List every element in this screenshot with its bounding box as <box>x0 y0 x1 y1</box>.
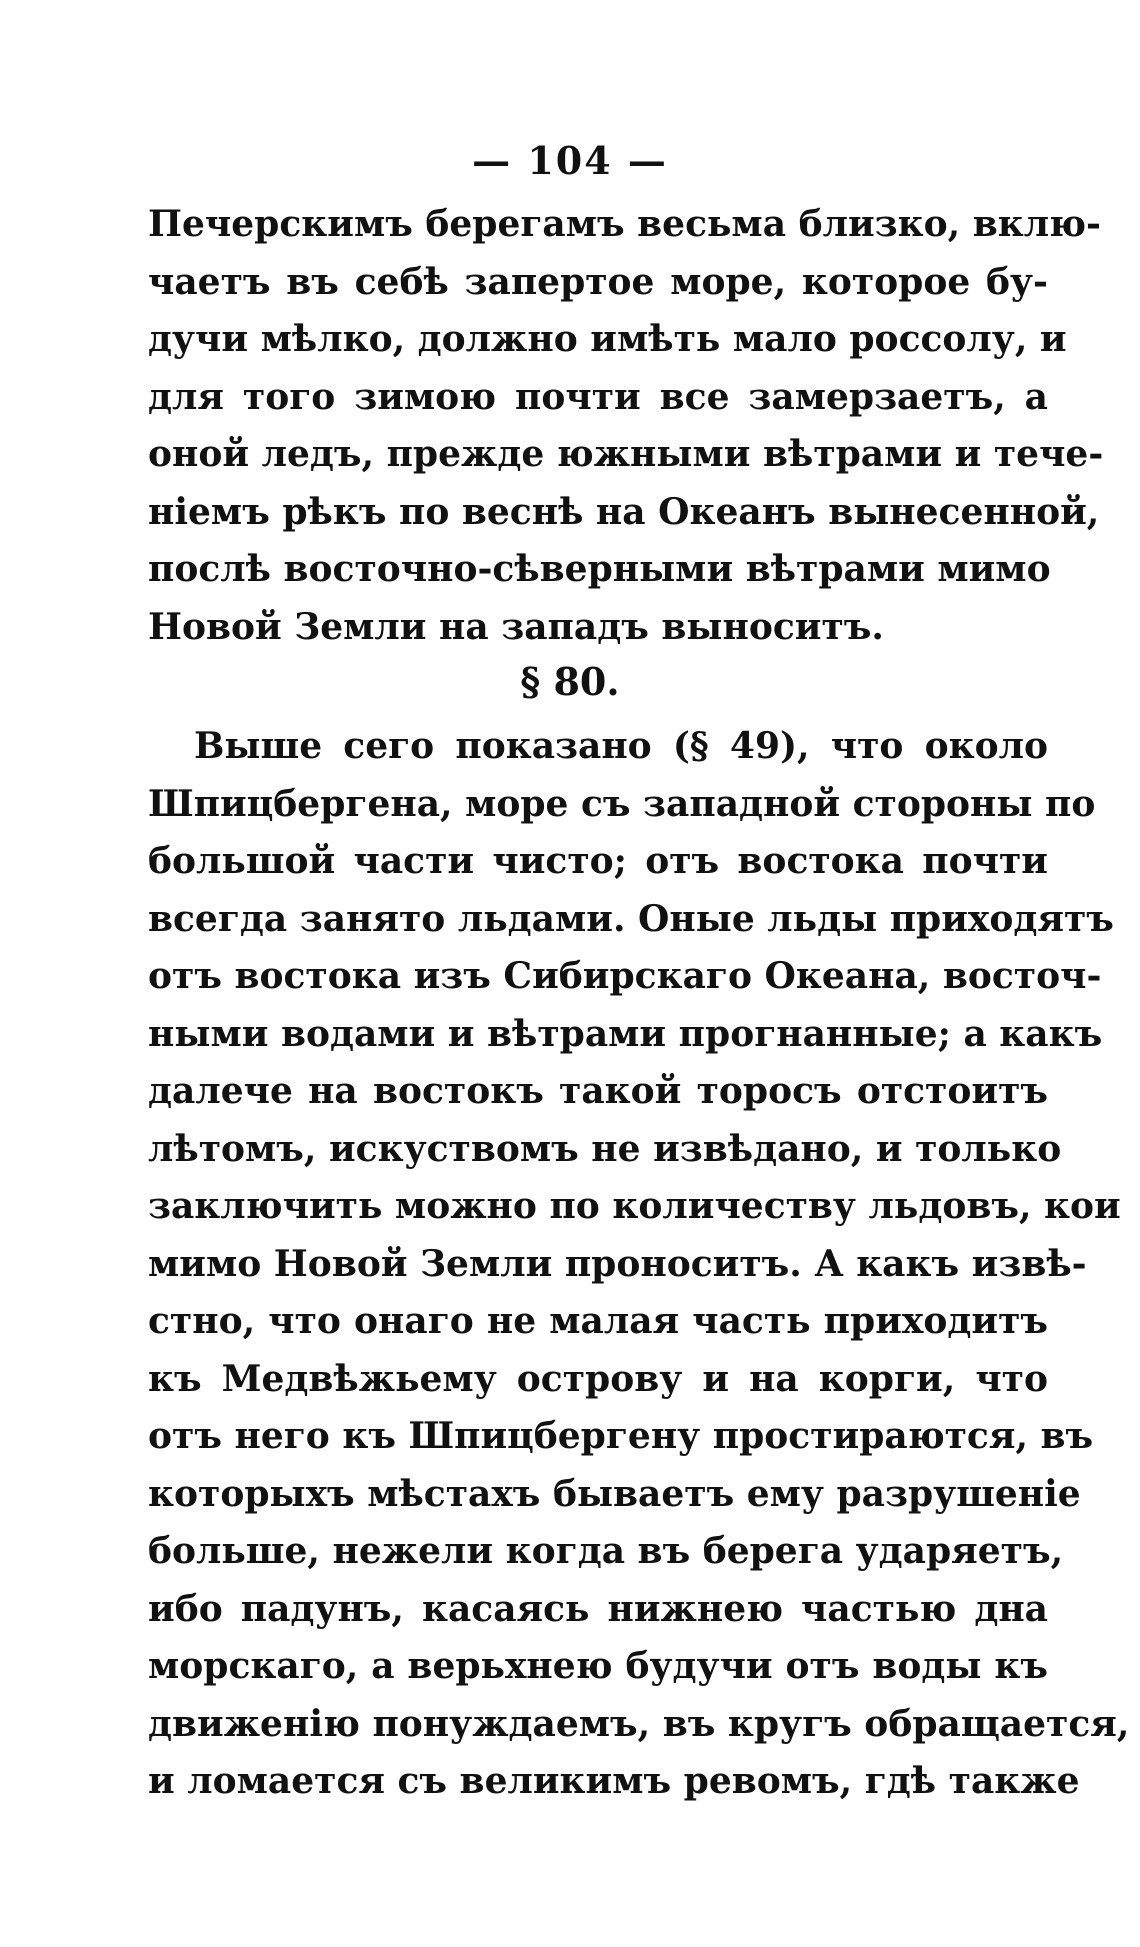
text-line: отъ востока изъ Сибирскаго Океана, восточ- <box>148 955 1102 997</box>
text-line: Печерскимъ берегамъ весьма близко, вклю- <box>148 203 1101 245</box>
text-line: движенію понуждаемъ, въ кругъ обращается, <box>148 1702 1130 1745</box>
text-line: Выше сего показано (§ 49), что около <box>194 725 1048 767</box>
text-line: ніемъ рѣкъ по веснѣ на Океанъ вынесенной, <box>148 490 1100 533</box>
text-line: ибо падунъ, касаясь нижнею частью дна <box>148 1587 1048 1630</box>
text-line: мимо Новой Земли проноситъ. А какъ извѣ- <box>148 1242 1087 1285</box>
text-line: и ломается съ великимъ ревомъ, гдѣ также <box>148 1760 1080 1802</box>
paragraph-1 <box>148 196 1104 656</box>
text-line: чаетъ въ себѣ запертое море, которое бу- <box>148 260 1048 303</box>
text-line: которыхъ мѣстахъ бываетъ ему разрушеніе <box>148 1472 1081 1515</box>
text-line: для того зимою почти все замерзаетъ, а <box>148 375 1048 418</box>
text-line: къ Медвѣжьему острову и на корги, что <box>148 1357 1048 1400</box>
text-line: всегда занято льдами. Оные льды приходятъ <box>148 897 1114 940</box>
page-number: — 104 — <box>472 138 668 183</box>
section-heading: § 80. <box>520 659 620 704</box>
text-line: Шпицбергена, море съ западной стороны по <box>148 782 1096 825</box>
text-line: отъ него къ Шпицбергену простираются, въ <box>148 1415 1094 1457</box>
text-line: оной ледъ, прежде южными вѣтрами и тече- <box>148 433 1104 475</box>
text-line: послѣ восточно-сѣверными вѣтрами мимо <box>148 548 1051 590</box>
text-line: морскаго, а верьхнею будучи отъ воды къ <box>148 1645 1048 1687</box>
text-line: Новой Земли на западъ выноситъ. <box>148 605 884 648</box>
text-line: далече на востокъ такой торосъ отстоитъ <box>148 1070 1048 1112</box>
text-line: ными водами и вѣтрами прогнанные; а какъ <box>148 1012 1103 1055</box>
text-line: большой части чисто; отъ востока почти <box>148 840 1048 882</box>
text-line: больше, нежели когда въ берега ударяетъ, <box>148 1530 1064 1572</box>
text-line: заключить можно по количеству льдовъ, кои <box>148 1185 1121 1227</box>
paragraph-2 <box>148 718 1130 1811</box>
text-line: лѣтомъ, искуствомъ не извѣдано, и только <box>148 1127 1062 1170</box>
text-line: стно, что онаго не малая часть приходитъ <box>148 1300 1048 1342</box>
text-line: дучи мѣлко, должно имѣть мало россолу, и <box>148 318 1067 360</box>
